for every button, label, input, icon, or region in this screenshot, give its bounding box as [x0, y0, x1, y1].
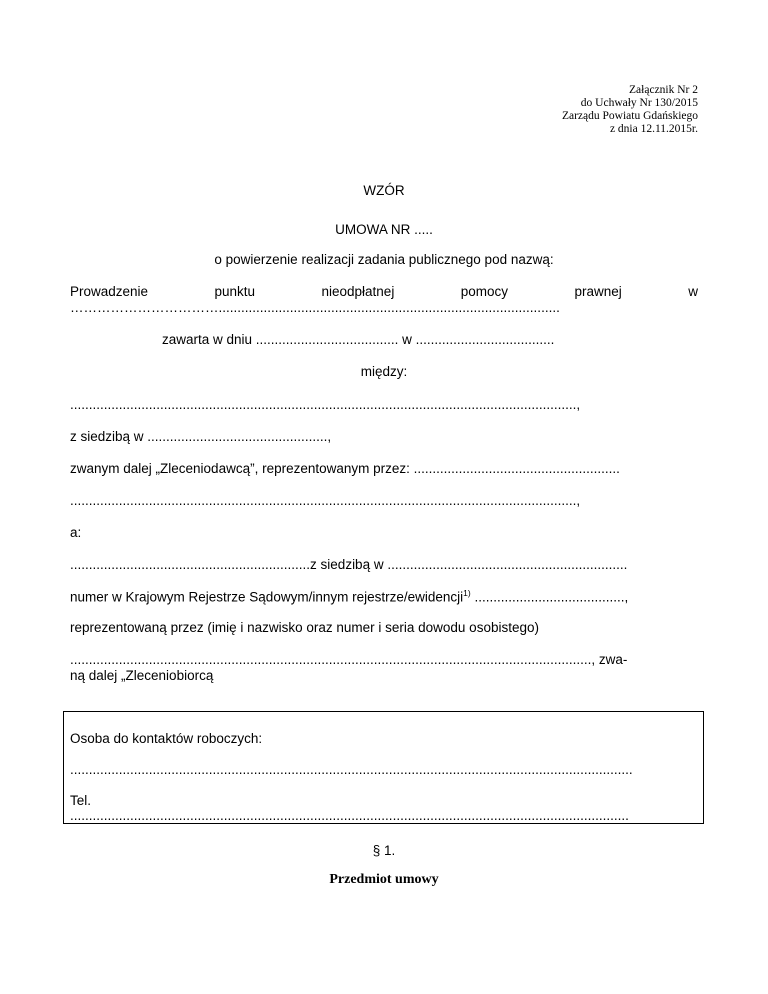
between-label: między:: [360, 364, 408, 379]
contract-subtitle: o powierzenie realizacji zadania publicznego pod nazwą:: [214, 252, 554, 267]
contractor-representative-label: reprezentowaną przez (imię i nazwisko oraz numer i seria dowodu osobistego): [70, 620, 539, 635]
attachment-header: [562, 84, 698, 136]
registry-number-label: numer w Krajowym Rejestrze Sądowym/innym rejestrze/ewidencji: [70, 589, 464, 605]
representative-field: .......................................................................................................................................,: [70, 493, 581, 508]
phone-field: .....................................................................................................................................................: [70, 808, 629, 823]
task-word: pomocy: [460, 284, 509, 299]
ordering-party-name-field: .......................................................................................................................................,: [70, 397, 581, 412]
contract-number: UMOWA NR .....: [335, 222, 433, 237]
contact-person-label: Osoba do kontaktów roboczych:: [70, 731, 263, 746]
section-title: Przedmiot umowy: [329, 872, 439, 887]
phone-label: Tel.: [70, 793, 92, 808]
task-word: punktu: [214, 284, 256, 299]
resolution-number: do Uchwały Nr 130/2015: [580, 97, 698, 109]
concluded-date-place: zawarta w dniu ...................................... w .....................................: [162, 332, 555, 347]
task-name-line: [70, 284, 698, 299]
and-label: a:: [70, 525, 82, 540]
task-fill-line: ……………………………...........................................................................................: [70, 300, 560, 315]
ordering-party-representative: zwanym dalej „Zleceniodawcą”, reprezentowanym przez: .......................................................: [70, 461, 620, 476]
contact-person-field: ......................................................................................................................................................: [70, 762, 633, 777]
footnote-marker: 1): [463, 588, 471, 598]
contractor-designation: ną dalej „Zleceniobiorcą: [70, 668, 214, 683]
contractor-representative-field: ..........................................................................................................................................., zwa-: [70, 652, 628, 667]
task-word: prawnej: [574, 284, 622, 299]
resolution-date: z dnia 12.11.2015r.: [609, 123, 698, 135]
contractor-name-seat: ................................................................z siedzibą w ................................................................: [70, 557, 628, 572]
ordering-party-seat: z siedzibą w ................................................,: [70, 429, 332, 444]
registry-number-line: [70, 588, 628, 605]
attachment-number: Załącznik Nr 2: [629, 84, 698, 96]
task-word: Prowadzenie: [70, 284, 149, 299]
registry-number-field: ........................................,: [470, 589, 629, 605]
issuing-board: Zarządu Powiatu Gdańskiego: [561, 110, 698, 122]
template-label: WZÓR: [363, 183, 405, 198]
task-word: nieodpłatnej: [321, 284, 395, 299]
section-number: § 1.: [372, 843, 396, 858]
task-word: w: [688, 284, 698, 299]
